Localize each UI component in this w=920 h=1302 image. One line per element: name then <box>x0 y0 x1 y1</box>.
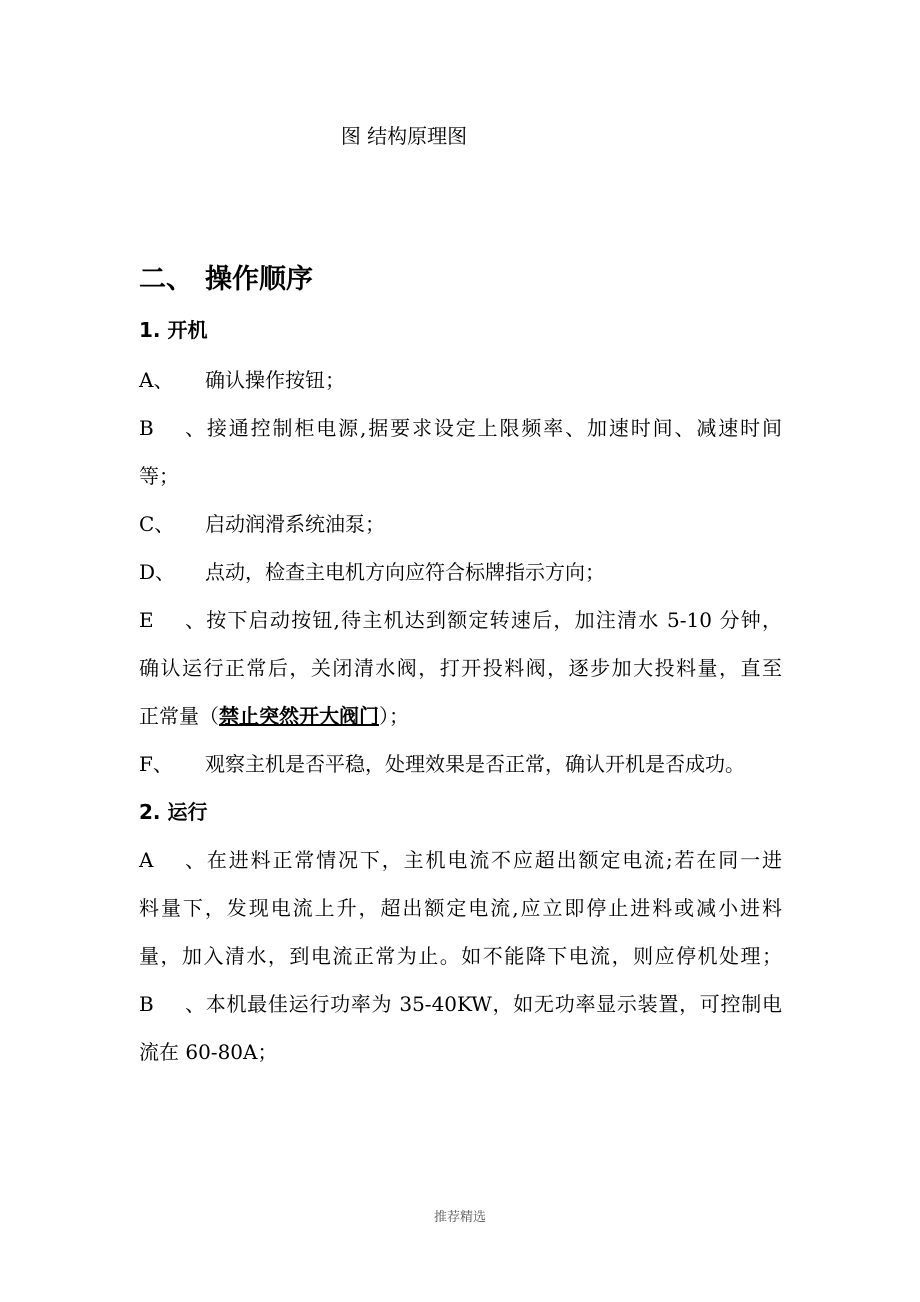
item-text: 确认操作按钮； <box>205 368 345 392</box>
section-title: 操作顺序 <box>205 264 313 295</box>
startup-item-e-line3 <box>139 702 409 730</box>
item-text: 点动，检查主电机方向应符合标牌指示方向； <box>205 560 605 584</box>
operation-item-a-line2: 料量下，发现电流上升，超出额定电流,应立即停止进料或减小进料 <box>139 896 782 920</box>
item-text: ）； <box>379 704 409 728</box>
startup-item-a <box>139 366 345 394</box>
item-text: 观察主机是否平稳，处理效果是否正常，确认开机是否成功。 <box>205 752 745 776</box>
item-text: 本机最佳运行功率为 35-40KW，如无功率显示装置，可控制电 <box>205 992 782 1016</box>
item-marker: F、 <box>139 752 173 776</box>
item-marker: A、 <box>139 848 205 872</box>
item-text: 在进料正常情况下，主机电流不应超出额定电流;若在同一进 <box>205 848 782 872</box>
section-heading <box>139 262 313 298</box>
operation-item-b-line2: 流在 60-80A； <box>139 1040 278 1064</box>
item-text: 正常量（ <box>139 704 219 728</box>
startup-item-f <box>139 750 745 778</box>
startup-item-e-line1 <box>139 606 782 634</box>
item-marker: B、 <box>139 416 205 440</box>
warning-text: 禁止突然开大阀门 <box>219 704 379 728</box>
startup-item-b-line2: 等； <box>139 464 179 488</box>
item-marker: B、 <box>139 992 205 1016</box>
item-text: 按下启动按钮,待主机达到额定转速后，加注清水 5-10 分钟， <box>205 608 782 632</box>
item-text: 接通控制柜电源,据要求设定上限频率、加速时间、减速时间 <box>205 416 782 440</box>
item-marker: A、 <box>139 368 174 392</box>
subheading-startup: 1. 开机 <box>139 318 208 342</box>
subheading-operation: 2. 运行 <box>139 800 208 824</box>
operation-item-b-line1 <box>139 990 782 1018</box>
item-marker: D、 <box>139 560 176 584</box>
page-footer: 推荐精选 <box>433 1210 486 1225</box>
operation-item-a-line3: 量，加入清水，到电流正常为止。如不能降下电流，则应停机处理； <box>139 944 782 968</box>
startup-item-c <box>139 510 385 538</box>
section-number: 二、 <box>139 264 193 295</box>
startup-item-b-line1 <box>139 414 782 442</box>
startup-item-e-line2: 确认运行正常后，关闭清水阀，打开投料阀，逐步加大投料量，直至 <box>139 656 782 680</box>
startup-item-d <box>139 558 605 586</box>
figure-caption: 图 结构原理图 <box>340 124 468 148</box>
operation-item-a-line1 <box>139 846 782 874</box>
item-text: 启动润滑系统油泵； <box>205 512 385 536</box>
item-marker: E、 <box>139 608 205 632</box>
item-marker: C、 <box>139 512 175 536</box>
